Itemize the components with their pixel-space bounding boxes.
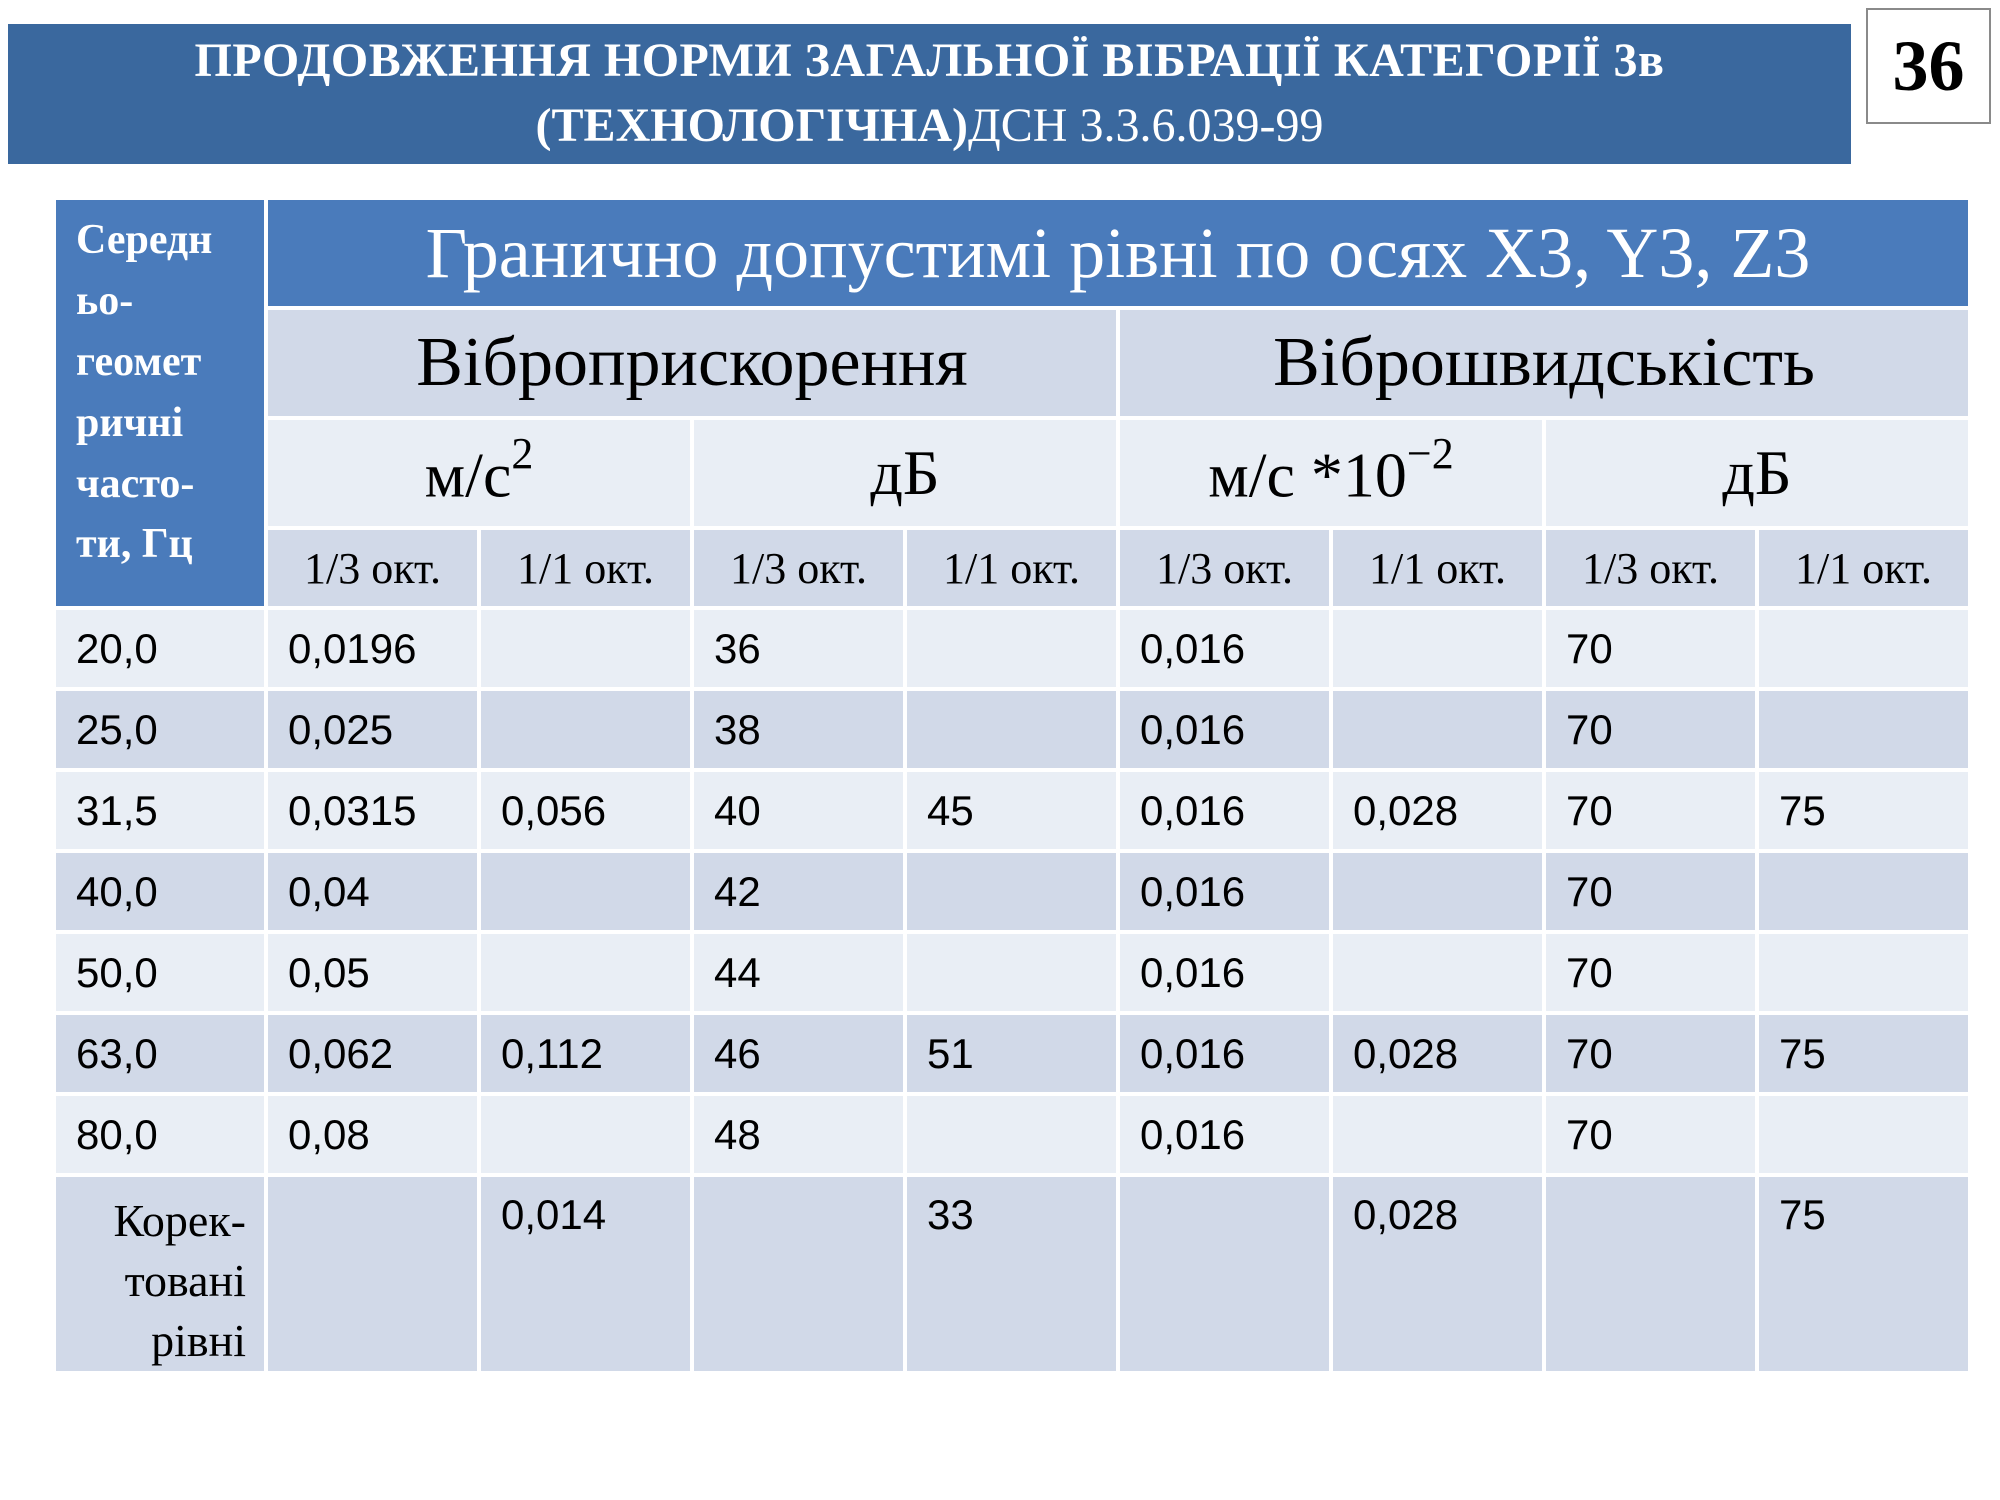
octave-header: 1/1 окт. [1333, 530, 1542, 606]
table-cell: 70 [1546, 772, 1755, 849]
main-header: Гранично допустимі рівні по осях X3, Y3, Z3 [268, 200, 1968, 306]
table-cell: 44 [694, 934, 903, 1011]
table-cell [1546, 1177, 1755, 1371]
table-cell [1759, 853, 1968, 930]
table-cell: 0,016 [1120, 934, 1329, 1011]
frequency-cell: 80,0 [56, 1096, 264, 1173]
table-cell: 0,016 [1120, 853, 1329, 930]
table-cell: 0,028 [1333, 1177, 1542, 1371]
table-cell: 0,056 [481, 772, 690, 849]
table-cell [1333, 853, 1542, 930]
table-cell: 45 [907, 772, 1116, 849]
title-category: (ТЕХНОЛОГІЧНА) [535, 99, 969, 152]
table-cell [1759, 934, 1968, 1011]
table-cell [481, 691, 690, 768]
table-cell: 0,062 [268, 1015, 477, 1092]
table-cell: 70 [1546, 1015, 1755, 1092]
corrected-levels-row [56, 1177, 1968, 1371]
title-banner [8, 24, 1851, 164]
table-cell [1333, 934, 1542, 1011]
vibration-norms-table [52, 196, 1972, 1375]
frequency-cell: 25,0 [56, 691, 264, 768]
table-cell [907, 1096, 1116, 1173]
slide-number: 36 [1866, 8, 1991, 124]
frequency-column-header: Середн ьо- геомет ричні часто- ти, Гц [56, 200, 264, 606]
table-cell: 46 [694, 1015, 903, 1092]
table-cell [481, 1096, 690, 1173]
table-cell [1759, 1096, 1968, 1173]
unit-accel-ms2: $м/с^2$ [268, 420, 690, 526]
table-body [56, 610, 1968, 1173]
frequency-cell: 31,5 [56, 772, 264, 849]
table-cell: 75 [1759, 1177, 1968, 1371]
title-standard: ДСН 3.3.6.039-99 [968, 99, 1324, 152]
table-cell [268, 1177, 477, 1371]
frequency-cell: 63,0 [56, 1015, 264, 1092]
table-cell: 0,028 [1333, 772, 1542, 849]
table-cell [907, 691, 1116, 768]
unit-accel-db: дБ [694, 420, 1116, 526]
table-cell: 0,016 [1120, 1096, 1329, 1173]
table-cell: 0,016 [1120, 1015, 1329, 1092]
table-cell [1333, 610, 1542, 687]
table-cell: 70 [1546, 691, 1755, 768]
table-cell [1759, 610, 1968, 687]
table-cell: 0,08 [268, 1096, 477, 1173]
table-cell [907, 934, 1116, 1011]
octave-header: 1/3 окт. [1120, 530, 1329, 606]
title-line-1: ПРОДОВЖЕННЯ НОРМИ ЗАГАЛЬНОЇ ВІБРАЦІЇ КАТЕГОРІЇ 3в [194, 34, 1665, 88]
table-cell [1759, 691, 1968, 768]
table-cell: 0,0315 [268, 772, 477, 849]
octave-header: 1/3 окт. [1546, 530, 1755, 606]
table-row [56, 610, 1968, 687]
table-cell: 33 [907, 1177, 1116, 1371]
table-cell [481, 934, 690, 1011]
table-cell: 75 [1759, 772, 1968, 849]
frequency-cell: 40,0 [56, 853, 264, 930]
table-cell: 0,04 [268, 853, 477, 930]
group-header-acceleration: Віброприскорення [268, 310, 1116, 416]
table-row [56, 853, 1968, 930]
table-cell: 42 [694, 853, 903, 930]
octave-header-row [56, 530, 1968, 606]
table-cell [481, 610, 690, 687]
octave-header: 1/3 окт. [268, 530, 477, 606]
table-cell: 70 [1546, 610, 1755, 687]
table-cell [907, 853, 1116, 930]
table-cell [694, 1177, 903, 1371]
table-cell [1333, 1096, 1542, 1173]
table-cell: 0,05 [268, 934, 477, 1011]
title-line-2 [536, 94, 1324, 159]
table-cell: 70 [1546, 1096, 1755, 1173]
table-row [56, 1015, 1968, 1092]
table-cell: 0,025 [268, 691, 477, 768]
table-cell: 0,014 [481, 1177, 690, 1371]
table-cell: 0,016 [1120, 691, 1329, 768]
table-cell: 51 [907, 1015, 1116, 1092]
table-cell [1333, 691, 1542, 768]
table-row [56, 772, 1968, 849]
table-cell [481, 853, 690, 930]
octave-header: 1/1 окт. [1759, 530, 1968, 606]
table-row [56, 691, 1968, 768]
group-header-velocity: Віброшвидськість [1120, 310, 1968, 416]
table-cell: 70 [1546, 934, 1755, 1011]
table-cell: 38 [694, 691, 903, 768]
table-cell [1120, 1177, 1329, 1371]
frequency-cell: 50,0 [56, 934, 264, 1011]
table-cell: 0,0196 [268, 610, 477, 687]
table-cell [907, 610, 1116, 687]
table-cell: 0,112 [481, 1015, 690, 1092]
table-cell: 75 [1759, 1015, 1968, 1092]
table-row [56, 934, 1968, 1011]
unit-velocity-ms: м/с $*10^{-2}$ [1120, 420, 1542, 526]
octave-header: 1/3 окт. [694, 530, 903, 606]
table-cell: 0,016 [1120, 610, 1329, 687]
table-row [56, 1096, 1968, 1173]
frequency-cell: 20,0 [56, 610, 264, 687]
octave-header: 1/1 окт. [907, 530, 1116, 606]
octave-header: 1/1 окт. [481, 530, 690, 606]
table-cell: 36 [694, 610, 903, 687]
table-cell: 0,016 [1120, 772, 1329, 849]
corrected-levels-label: Корек- товані рівні [56, 1177, 264, 1371]
table-cell: 0,028 [1333, 1015, 1542, 1092]
table-cell: 70 [1546, 853, 1755, 930]
table-cell: 40 [694, 772, 903, 849]
unit-velocity-db: дБ [1546, 420, 1968, 526]
table-cell: 48 [694, 1096, 903, 1173]
